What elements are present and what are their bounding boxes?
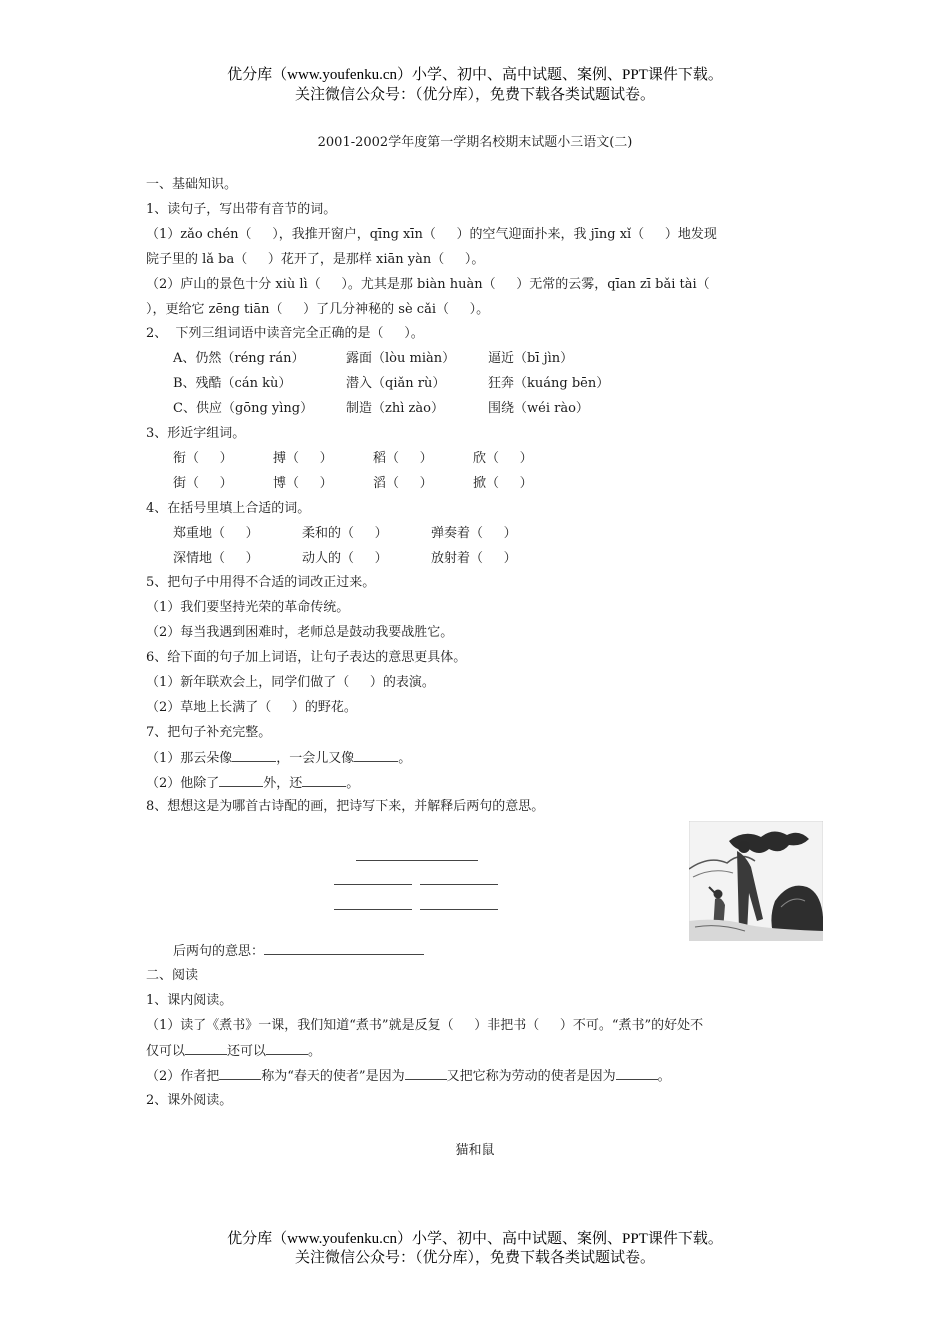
q7-l1-a: （1）那云朵像 xyxy=(146,751,233,766)
section-heading-basics: 一、基础知识。 xyxy=(146,177,238,192)
q2-option-a-1: A、仍然（réng rán） xyxy=(173,351,305,366)
q3-item: 稻（ ） xyxy=(373,451,433,466)
answer-blank[interactable] xyxy=(264,942,424,955)
header-line-1: 优分库（www.youfenku.cn）小学、初中、高中试题、案例、PPT课件下载。 xyxy=(227,67,723,83)
r2-c: 又把它称为劳动的使者是因为 xyxy=(446,1069,616,1084)
r2-d: 。 xyxy=(657,1069,671,1084)
q7-line-2 xyxy=(146,774,359,793)
r1b-c: 。 xyxy=(308,1044,322,1059)
q2-option-b-2: 潜入（qiǎn rù） xyxy=(346,376,446,391)
q5-line-1: （1）我们要坚持光荣的革命传统。 xyxy=(146,600,350,615)
q2-option-b-3: 狂奔（kuáng bēn） xyxy=(488,376,610,391)
q7-l1-c: 。 xyxy=(398,751,412,766)
q7-stem: 7、把句子补充完整。 xyxy=(146,725,272,740)
q8-meaning-label: 后两句的意思： xyxy=(173,944,265,959)
q3-item: 掀（ ） xyxy=(473,476,533,491)
q2-stem: 2、 下列三组词语中读音完全正确的是（ ）。 xyxy=(146,326,424,341)
page-title: 2001-2002学年度第一学期名校期末试题小三语文(二) xyxy=(317,135,633,150)
poem-title-line[interactable] xyxy=(356,860,478,861)
q2-option-a-3: 逼近（bī jìn） xyxy=(488,351,574,366)
q7-l2-c: 。 xyxy=(346,776,360,791)
answer-blank[interactable] xyxy=(219,1067,261,1080)
answer-blank[interactable] xyxy=(354,749,398,762)
answer-blank[interactable] xyxy=(302,774,346,787)
q3-item: 衔（ ） xyxy=(173,451,233,466)
answer-blank[interactable] xyxy=(405,1067,447,1080)
reading-q1-line-1: （1）读了《煮书》一课，我们知道“煮书”就是反复（ ）非把书（ ）不可。“煮书”的好处不 xyxy=(146,1018,704,1033)
q1-line-3: （2）庐山的景色十分 xiù lì（ ）。尤其是那 biàn huàn（ ）无常的云雾，qīan zī bǎi tài（ xyxy=(146,277,710,292)
q4-item: 柔和的（ ） xyxy=(302,526,388,541)
answer-blank[interactable] xyxy=(616,1067,658,1080)
section-heading-reading: 二、阅读 xyxy=(146,968,199,983)
footer-line-2: 关注微信公众号：（优分库），免费下载各类试题试卷。 xyxy=(294,1250,655,1266)
q7-line-1 xyxy=(146,749,411,768)
q8-meaning xyxy=(173,942,424,961)
q2-option-b-1: B、残酷（cán kù） xyxy=(173,376,292,391)
q6-line-1: （1）新年联欢会上，同学们做了（ ）的表演。 xyxy=(146,675,435,690)
q4-item: 深情地（ ） xyxy=(173,551,259,566)
q6-line-2: （2）草地上长满了（ ）的野花。 xyxy=(146,700,357,715)
q6-stem: 6、给下面的句子加上词语，让句子表达的意思更具体。 xyxy=(146,650,467,665)
r1b-a: 仅可以 xyxy=(146,1044,186,1059)
poem-line[interactable] xyxy=(334,884,412,885)
q7-l2-a: （2）他除了 xyxy=(146,776,220,791)
q2-option-c-1: C、供应（gōng yìng） xyxy=(173,401,314,416)
q3-stem: 3、形近字组词。 xyxy=(146,426,246,441)
q3-item: 滔（ ） xyxy=(373,476,433,491)
story-title: 猫和鼠 xyxy=(455,1143,495,1158)
reading-q2-line xyxy=(146,1067,671,1086)
q3-item: 街（ ） xyxy=(173,476,233,491)
poem-line[interactable] xyxy=(420,884,498,885)
q5-line-2: （2）每当我遇到困难时，老师总是鼓动我要战胜它。 xyxy=(146,625,454,640)
q1-line-2: 院子里的 lǎ ba（ ）花开了，是那样 xiān yàn（ ）。 xyxy=(146,252,485,267)
r2-a: （2）作者把 xyxy=(146,1069,220,1084)
header-line-2: 关注微信公众号：（优分库），免费下载各类试题试卷。 xyxy=(294,87,655,103)
q4-item: 弹奏着（ ） xyxy=(431,526,517,541)
q5-stem: 5、把句子中用得不合适的词改正过来。 xyxy=(146,575,376,590)
q2-option-c-3: 围绕（wéi rào） xyxy=(488,401,589,416)
answer-blank[interactable] xyxy=(266,1042,308,1055)
q4-stem: 4、在括号里填上合适的词。 xyxy=(146,501,311,516)
q1-line-4: ），更给它 zēng tiān（ ）了几分神秘的 sè cǎi（ ）。 xyxy=(146,302,490,317)
answer-blank[interactable] xyxy=(219,774,263,787)
q4-item: 郑重地（ ） xyxy=(173,526,259,541)
reading-sub-2: 2、课外阅读。 xyxy=(146,1093,233,1108)
q3-item: 欣（ ） xyxy=(473,451,533,466)
footer-line-1: 优分库（www.youfenku.cn）小学、初中、高中试题、案例、PPT课件下载。 xyxy=(227,1231,723,1247)
reading-q1-line-2 xyxy=(146,1042,321,1061)
q4-item: 放射着（ ） xyxy=(431,551,517,566)
q4-item: 动人的（ ） xyxy=(302,551,388,566)
poem-illustration xyxy=(689,821,823,941)
q2-option-a-2: 露面（lòu miàn） xyxy=(346,351,456,366)
q3-item: 博（ ） xyxy=(273,476,333,491)
r2-b: 称为“春天的使者”是因为 xyxy=(261,1069,405,1084)
q8-stem: 8、想想这是为哪首古诗配的画，把诗写下来，并解释后两句的意思。 xyxy=(146,799,545,814)
q1-line-1: （1）zǎo chén（ ），我推开窗户，qīng xīn（ ）的空气迎面扑来，我 jīng xǐ（ ）地发现 xyxy=(146,227,717,242)
r1b-b: 还可以 xyxy=(227,1044,267,1059)
answer-blank[interactable] xyxy=(185,1042,227,1055)
q2-option-c-2: 制造（zhì zào） xyxy=(346,401,444,416)
q1-stem: 1、读句子，写出带有音节的词。 xyxy=(146,202,337,217)
answer-blank[interactable] xyxy=(232,749,276,762)
poem-line[interactable] xyxy=(334,909,412,910)
q3-item: 搏（ ） xyxy=(273,451,333,466)
q7-l1-b: ，一会儿又像 xyxy=(276,751,355,766)
reading-sub-1: 1、课内阅读。 xyxy=(146,993,233,1008)
q7-l2-b: 外，还 xyxy=(263,776,303,791)
poem-line[interactable] xyxy=(420,909,498,910)
